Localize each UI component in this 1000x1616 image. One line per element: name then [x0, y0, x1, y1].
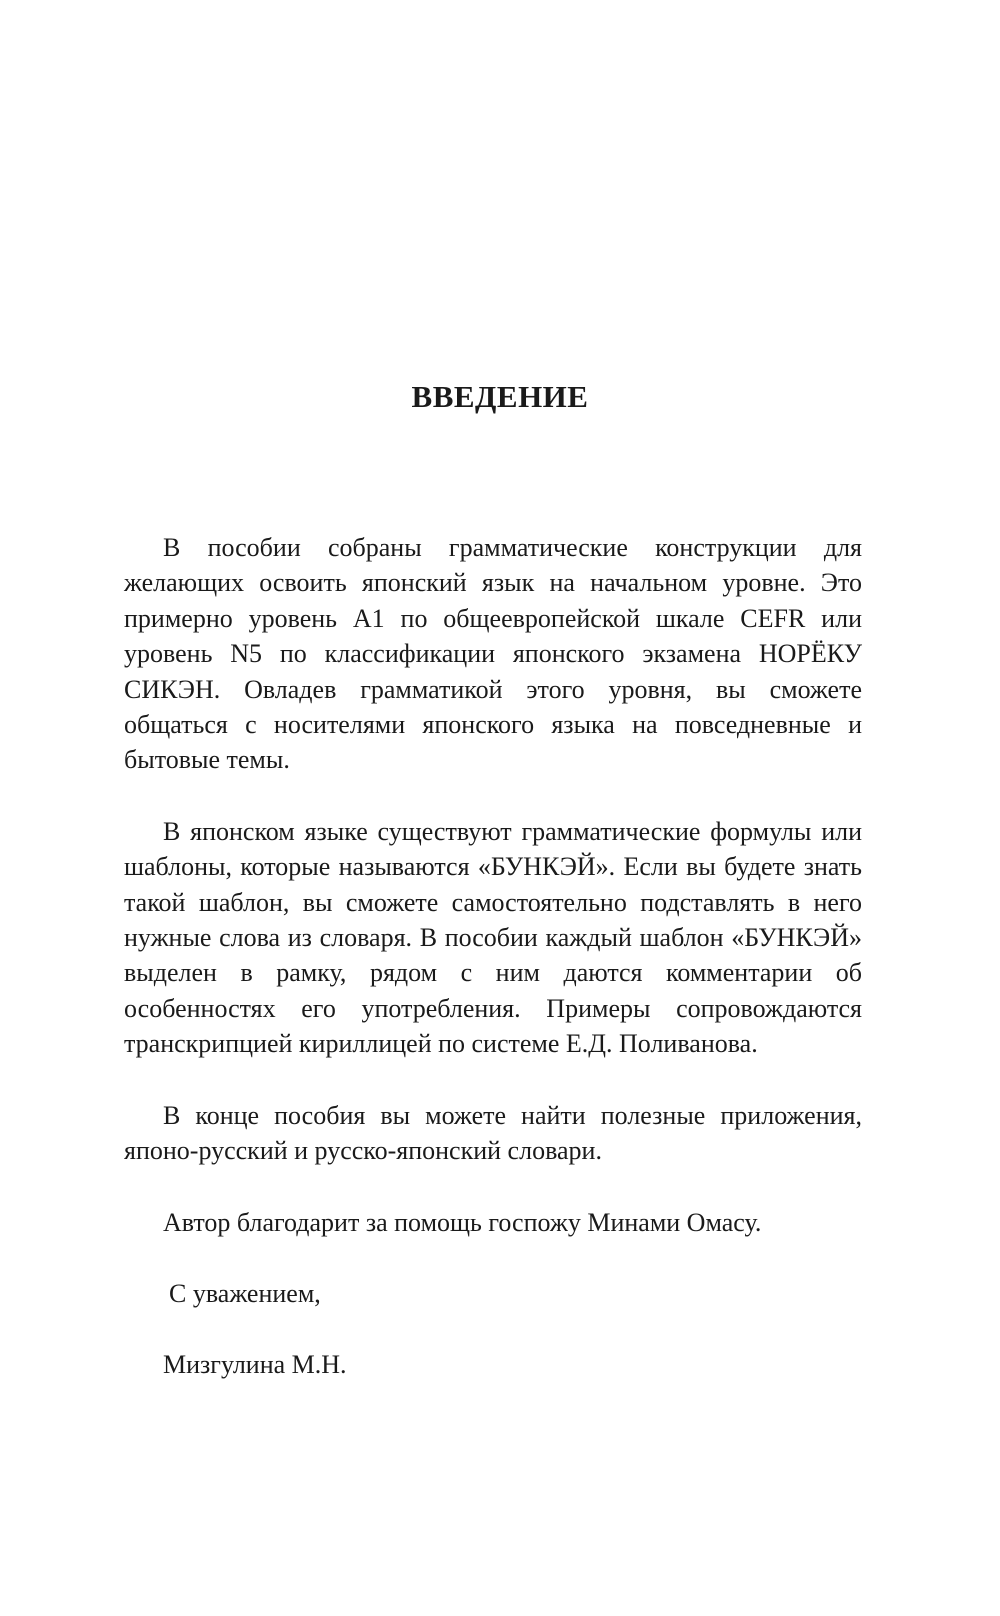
paragraph-2: В японском языке существуют грамматические формулы или шаблоны, которые называются «БУНКЭЙ». Если вы будете знать такой шаблон, вы сможете самостоятельно подставлять в него нужные слова из словаря. В пособии каждый шаблон «БУНКЭЙ» выделен в рамку, рядом с ним даются комментарии об особенностях его употребления. Примеры сопровождаются транскрипцией кириллицей по системе Е.Д. Поливанова. — [124, 816, 862, 1059]
author-signature: Мизгулина М.Н. — [163, 1350, 347, 1380]
introduction-body — [124, 530, 862, 1383]
acknowledgement-line: Автор благодарит за помощь госпожу Минами Омасу. — [163, 1207, 762, 1237]
closing-line: С уважением, — [169, 1278, 321, 1308]
paragraph-1: В пособии собраны грамматические конструкции для желающих освоить японский язык на начальном уровне. Это примерно уровень А1 по общеевропейской шкале CEFR или уровень N5 по классификации японского экзамена НОРЁКУ СИКЭН. Овладев грамматикой этого уровня, вы сможете общаться с носителями японского языка на повседневные и бытовые темы. — [124, 533, 862, 775]
paragraph-3: В конце пособия вы можете найти полезные приложения, японо-русский и русско-японский словари. — [124, 1100, 862, 1166]
page-title: ВВЕДЕНИЕ — [411, 379, 589, 414]
